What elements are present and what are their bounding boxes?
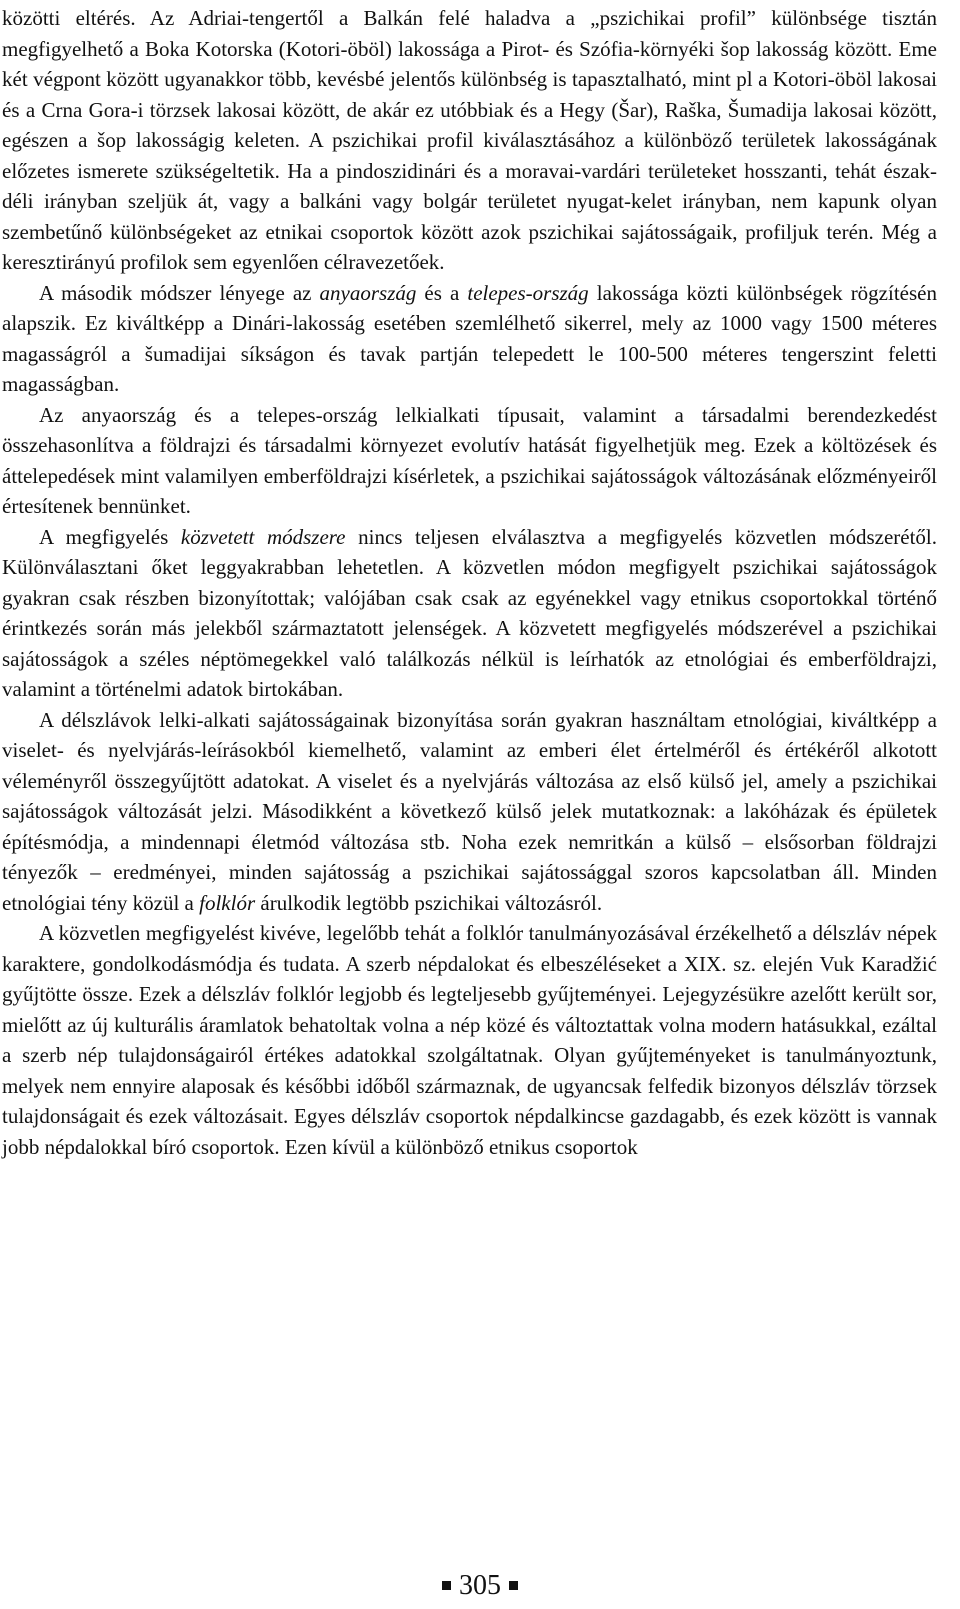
text-segment: árulkodik legtöbb pszichikai változásról. bbox=[255, 890, 603, 915]
paragraph bbox=[2, 522, 937, 705]
page-footer bbox=[0, 1570, 960, 1602]
text-segment: lakossága közti különbségek rögzítésén alapszik. Ez kiváltképp a Dinári-lakosság esetében szemlélhető sikerrel, mely az 1000 vagy 1500 méteres magasságról a šumadijai síkságon és tavak partján telepedett le 100-500 méteres tengerszint feletti magasságban. bbox=[2, 280, 937, 396]
black-square-icon bbox=[442, 1581, 451, 1590]
paragraph bbox=[2, 400, 937, 522]
text-segment: Az anyaország és a telepes-ország lelkialkati típusait, valamint a társadalmi berendezkedést összehasonlítva a földrajzi és társadalmi környezet evolutív hatását figyelhetjük meg. Ezek a költözések és áttelepedések mint valamilyen emberföldrajzi kísérletek, a pszichikai sajátosságok változásának előzményeiről értesítenek bennünket. bbox=[2, 402, 937, 518]
paragraph bbox=[2, 3, 937, 278]
text-segment: A megfigyelés bbox=[39, 524, 181, 549]
italic-text: közvetett módszere bbox=[180, 524, 346, 549]
paragraph bbox=[2, 705, 937, 919]
text-segment: A közvetlen megfigyelést kivéve, legelőbb tehát a folklór tanulmányozásával érzékelhető a délszláv népek karaktere, gondolkodásmódja és tudata. A szerb népdalokat és elbeszéléseket a XIX. sz. elején Vuk Karadžić gyűjtötte össze. Ezek a délszláv folklór legjobb és legteljesebb gyűjteményei. Lejegyzésükre azelőtt került sor, mielőtt az új kulturális áramlatok behatoltak volna a nép közé és változtattak volna modern hatásukkal, ezáltal a szerb nép tulajdonságairól értékes adatokkal szolgáltatnak. Olyan gyűjteményeket is tanulmányoztunk, melyek nem ennyire alaposak és későbbi időből származnak, de ugyancsak felfedik bizonyos délszláv törzsek tulajdonságait és ezek változásait. Egyes délszláv csoportok népdalkincse gazdagabb, és ezek között is vannak jobb népdalokkal bíró csoportok. Ezen kívül a különböző etnikus csoportok bbox=[2, 921, 937, 1159]
paragraph bbox=[2, 278, 937, 400]
italic-text: anyaország bbox=[319, 280, 417, 305]
text-segment: A délszlávok lelki-alkati sajátosságainak bizonyítása során gyakran használtam etnológiai, kiváltképp a viselet- és nyelvjárás-leírásokból kiemelhető, valamint az emberi élet értelméről és értékéről alkotott véleményről összegyűjtött adatokat. A viselet és a nyelvjárás változása az első külső jel, amely a pszichikai sajátosságok változását jelzi. Másodikként a következő külső jelek mutatkoznak: a lakóházak és épületek építésmódja, a mindennapi életmód változása stb. Noha ezek nemritkán a külső – elsősorban földrajzi tényezők – eredményei, minden sajátosság a pszichikai sajátossággal szoros kapcsolatban áll. Minden etnológiai tény közül a bbox=[2, 707, 937, 915]
paragraph bbox=[2, 918, 937, 1162]
text-segment: A második módszer lényege az bbox=[39, 280, 320, 305]
italic-text: folklór bbox=[199, 890, 256, 915]
black-square-icon bbox=[509, 1581, 518, 1590]
page-number: 305 bbox=[459, 1570, 501, 1601]
text-segment: közötti eltérés. Az Adriai-tengertől a Balkán felé haladva a „pszichikai profil” különbsége tisztán megfigyelhető a Boka Kotorska (Kotori-öböl) lakossága a Pirot- és Szófia-környéki šop lakosság között. Eme két végpont között ugyanakkor több, kevésbé jelentős különbség is tapasztalható, mint pl a Kotori-öböl lakosai és a Crna Gora-i törzsek lakosai között, de akár ez utóbbiak és a Hegy (Šar), Raška, Šumadija lakosai között, egészen a šop lakosságig keleten. A pszichikai profil kiválasztásához a különböző területek lakosságának előzetes ismerete szükségeltetik. Ha a pindoszidinári és a moravai-vardári területeket hosszanti, tehát észak-déli irányban szeljük át, vagy a balkáni vagy bolgár területet nyugat-kelet irányban, nem kapunk olyan szembetűnő különbségeket az etnikai csoportok között azok pszichikai sajátosságaik, profiljuk terén. Még a keresztirányú profilok sem egyenlően célravezetőek. bbox=[2, 6, 937, 274]
italic-text: telepes-ország bbox=[467, 280, 589, 305]
text-segment: és a bbox=[416, 280, 468, 305]
body-text bbox=[2, 3, 937, 1162]
text-segment: nincs teljesen elválasztva a megfigyelés közvetlen módszerétől. Különválasztani őket leggyakrabban lehetetlen. A közvetlen módon megfigyelt pszichikai sajátosságok gyakran csak részben bizonyítottak; valójában csak csak az egyénekkel vagy etnikus csoportokkal történő érintkezés során más jelekből származtatott jelenségek. A közvetett megfigyelés módszerével a pszichikai sajátosságok a széles néptömegekkel való találkozás nélkül is leírhatók az etnológiai és emberföldrajzi, valamint a történelmi adatok birtokában. bbox=[2, 524, 937, 701]
